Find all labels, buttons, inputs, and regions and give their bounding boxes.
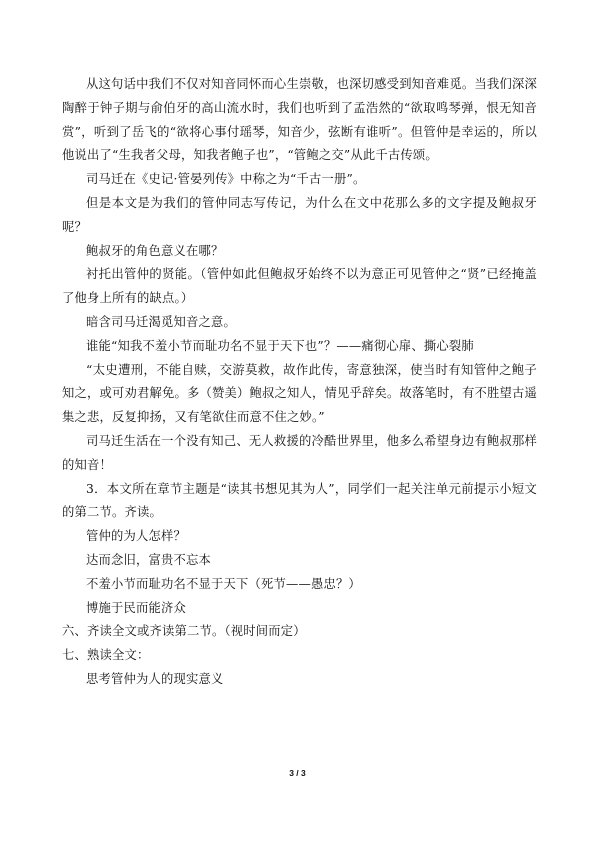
paragraph-guanzhong-question: 管仲的为人怎样？ (86, 529, 186, 544)
page-content (62, 73, 537, 692)
paragraph-implication: 暗含司马迁渴觅知音之意。 (86, 314, 236, 329)
paragraph-zhiyin: 从这句话中我们不仅对知音同怀而心生崇敬，也深切感受到知音难觅。当我们深深陶醉于钟子期与俞伯牙的高山流水时，我们也听到了孟浩然的“欲取鸣琴弹，恨无知音赏”，听到了岳飞的“欲将心事付瑶琴，知音少，弦断有谁听”。但管仲是幸运的，所以他说出了“生我者父母，知我者鲍子也”，“管鲍之交”从此千古传颂。 (62, 77, 537, 163)
paragraph-question-baoshuya: 但是本文是为我们的管仲同志写传记，为什么在文中花那么多的文字提及鲍叔牙呢？ (62, 195, 537, 234)
heading-step-6: 六、齐读全文或齐读第二节。（视时间而定） (62, 624, 306, 639)
paragraph-trait-1: 达而念旧，富贵不忘本 (86, 552, 211, 567)
paragraph-final: 思考管仲为人的现实意义 (86, 671, 224, 686)
paragraph-quote-taishi: “太史遭刑，不能自赎，交游莫救，故作此传，寄意独深，使当时有知管仲之鲍子知之，或可劝君解免。多（赞美）鲍叔之知人，情见乎辞矣。故落笔时，有不胜望古遥集之悲，反复抑扬，又有笔欲住而意不住之妙。” (62, 362, 537, 425)
paragraph-trait-2: 不羞小节而耻功名不显于天下（死节——愚忠？） (86, 576, 361, 591)
paragraph-shiji: 司马迁在《史记·管晏列传》中称之为“千古一册”。 (86, 172, 366, 187)
page-number: 3 / 3 (289, 768, 306, 778)
paragraph-contrast: 衬托出管仲的贤能。（管仲如此但鲍叔牙始终不以为意正可见管仲之“贤”已经掩盖了他身上所有的缺点。） (62, 267, 537, 306)
paragraph-who-knows: 谁能“知我不羞小节而耻功名不显于天下也”？——痛彻心扉、撕心裂肺 (86, 338, 474, 353)
paragraph-simaqian-life: 司马迁生活在一个没有知己、无人救援的冷酷世界里，他多么希望身边有鲍叔那样的知音！ (62, 433, 537, 472)
paragraph-section-3: 3．本文所在章节主题是“读其书想见其为人”，同学们一起关注单元前提示小短文的第二节。齐读。 (62, 481, 537, 520)
paragraph-trait-3: 博施于民而能济众 (86, 600, 186, 615)
heading-step-7: 七、熟读全文： (62, 648, 150, 663)
paragraph-role-question: 鲍叔牙的角色意义在哪？ (86, 243, 224, 258)
